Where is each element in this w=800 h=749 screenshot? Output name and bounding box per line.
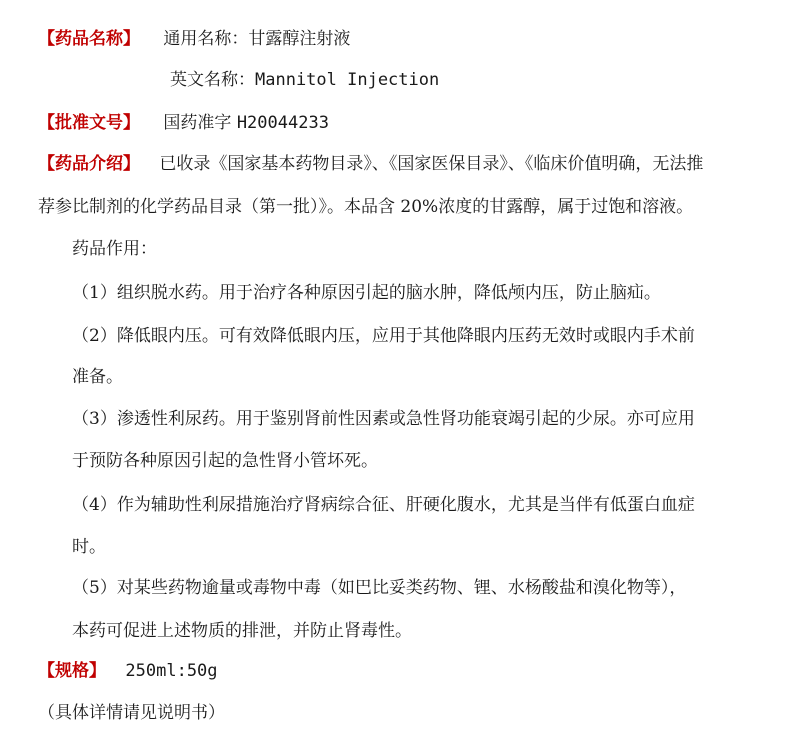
approval-number: H20044233: [236, 113, 329, 133]
generic-name: 通用名称：甘露醇注射液: [163, 29, 351, 49]
drug-name-label: 【药品名称】: [38, 29, 140, 49]
intro-row: [38, 152, 703, 176]
effect-5-line-2: 本药可促进上述物质的排泄，并防止肾毒性。: [72, 621, 412, 641]
spec-label: 【规格】: [38, 661, 106, 681]
english-name-value: Mannitol Injection: [255, 70, 440, 90]
intro-line-2: 荐参比制剂的化学药品目录（第一批）》。本品含 20%浓度的甘露醇，属于过饱和溶液。: [38, 197, 694, 217]
effect-4-line-2: 时。: [72, 537, 106, 557]
effect-2-line-1: （2）降低眼内压。可有效降低眼内压，应用于其他降眼内压药无效时或眼内手术前: [72, 326, 695, 346]
effect-1-line-1: （1）组织脱水药。用于治疗各种原因引起的脑水肿，降低颅内压，防止脑疝。: [72, 283, 661, 303]
spec-value: 250ml:50g: [125, 661, 218, 681]
effect-2-line-2: 准备。: [72, 367, 123, 387]
effects-heading: 药品作用：: [72, 239, 157, 259]
instructions-note: （具体详情请见说明书）: [38, 703, 225, 723]
approval-prefix: 国药准字: [163, 113, 237, 133]
drug-name-row: [38, 27, 350, 51]
effect-3-line-2: 于预防各种原因引起的急性肾小管坏死。: [72, 451, 378, 471]
english-name-prefix: 英文名称：: [170, 70, 255, 90]
effect-4-line-1: （4）作为辅助性利尿措施治疗肾病综合征、肝硬化腹水，尤其是当伴有低蛋白血症: [72, 495, 695, 515]
effect-5-line-1: （5）对某些药物逾量或毒物中毒（如巴比妥类药物、锂、水杨酸盐和溴化物等），: [72, 578, 687, 598]
spec-row: [38, 659, 218, 683]
english-name-row: [170, 68, 439, 92]
intro-label: 【药品介绍】: [38, 154, 140, 174]
approval-row: [38, 111, 329, 135]
intro-line-1: 已收录《国家基本药物目录》、《国家医保目录》、《临床价值明确，无法推: [159, 154, 704, 174]
effect-3-line-1: （3）渗透性利尿药。用于鉴别肾前性因素或急性肾功能衰竭引起的少尿。亦可应用: [72, 409, 695, 429]
approval-label: 【批准文号】: [38, 113, 140, 133]
